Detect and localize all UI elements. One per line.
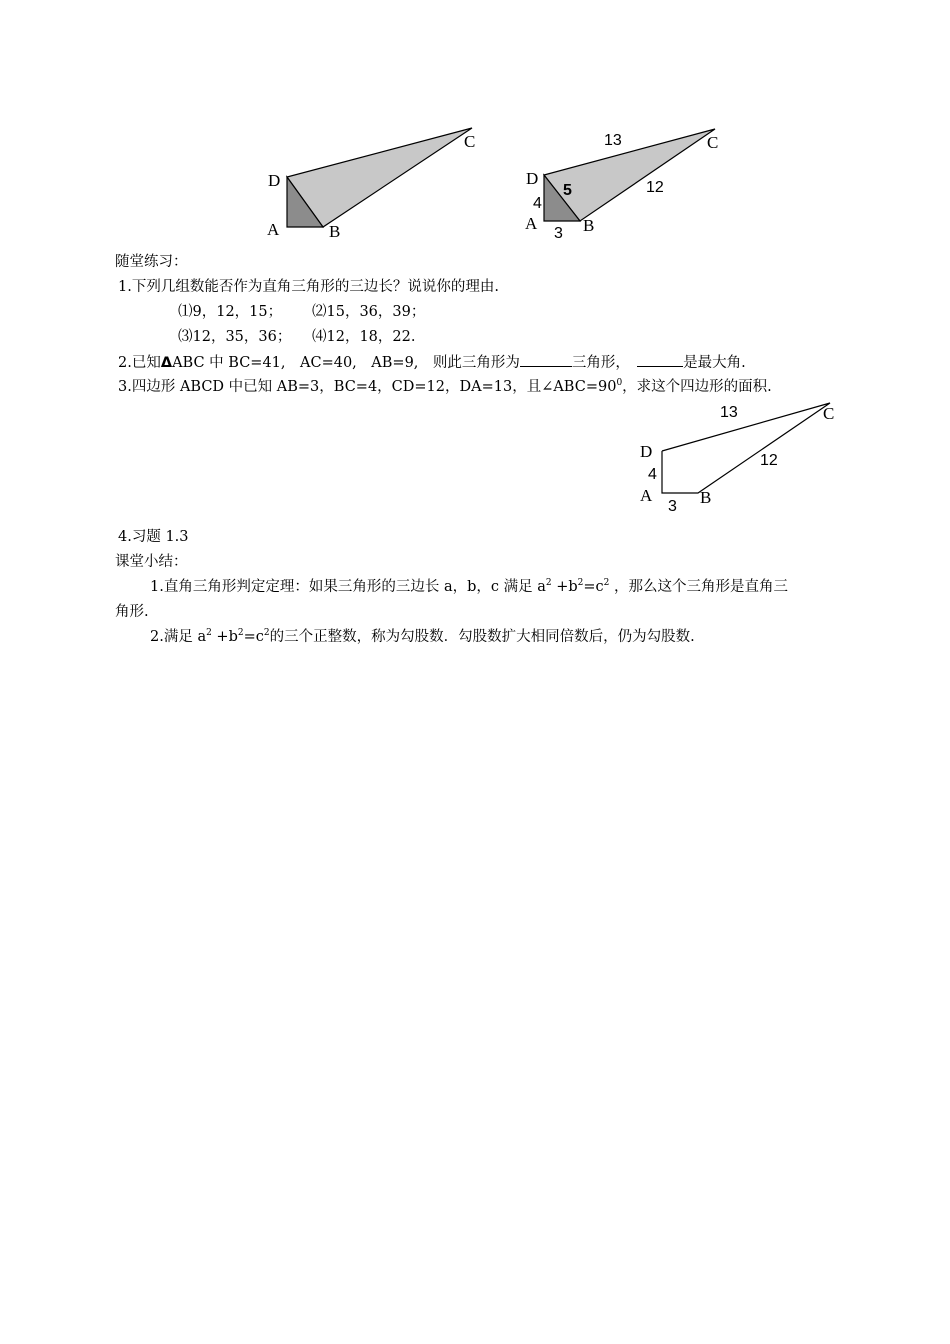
practice-heading: 随堂练习： <box>115 254 188 270</box>
triangle-symbol: Δ <box>160 355 173 371</box>
quadrilateral-outline <box>662 403 830 493</box>
length-bc: 12 <box>646 179 664 196</box>
summary-2-b: +b <box>211 629 238 645</box>
length-bc: 12 <box>760 452 778 469</box>
question-2-after-blank-1: 三角形， <box>571 355 623 371</box>
question-1-option-1: ⑴9，12，15； <box>178 304 283 320</box>
summary-2-prefix: 2.满足 a <box>150 629 207 645</box>
question-2 <box>118 352 746 373</box>
label-d: D <box>268 171 281 190</box>
question-2-prefix: 2.已知 <box>118 355 161 371</box>
summary-2-c: =c <box>243 629 264 645</box>
length-ab: 3 <box>668 498 677 515</box>
sup-a2: 2 <box>545 578 552 588</box>
question-3-suffix: ，求这个四边形的面积. <box>622 379 772 395</box>
question-1: 1.下列几组数能否作为直角三角形的三边长？说说你的理由. <box>118 279 499 295</box>
figure-2-triangles-with-lengths <box>520 120 750 245</box>
sup-c2: 2 <box>263 628 270 638</box>
length-ad: 4 <box>648 466 657 483</box>
summary-item-1-continued: 角形. <box>115 604 149 620</box>
summary-1-suffix: ，那么这个三角形是直角三 <box>609 579 788 595</box>
label-d: D <box>640 442 653 461</box>
summary-item-2 <box>150 627 695 647</box>
question-3-prefix: 3.四边形 ABCD 中已知 AB=3，BC=4，CD=12，DA=13，且∠ABC=90 <box>118 379 617 395</box>
label-b: B <box>583 216 595 235</box>
length-db: 5 <box>563 182 572 199</box>
question-3 <box>118 377 772 397</box>
sup-a2: 2 <box>206 628 212 638</box>
length-dc: 13 <box>604 132 622 149</box>
length-ab: 3 <box>554 225 563 242</box>
label-b: B <box>329 222 341 241</box>
figure-1-triangles <box>262 120 492 245</box>
degree-sup: 0 <box>616 378 623 388</box>
label-c: C <box>823 404 835 423</box>
summary-item-1 <box>150 577 788 597</box>
summary-2-suffix: 的三个正整数，称为勾股数．勾股数扩大相同倍数后，仍为勾股数. <box>269 629 695 645</box>
sup-c2: 2 <box>603 578 610 588</box>
question-2-body: ABC 中 BC=41, AC=40, AB=9, 则此三角形为 <box>172 355 520 371</box>
question-2-after-blank-2: 是最大角. <box>683 355 746 371</box>
summary-heading: 课堂小结： <box>115 554 188 570</box>
question-4: 4.习题 1.3 <box>118 529 189 545</box>
label-c: C <box>707 133 719 152</box>
question-1-option-4: ⑷12，18，22. <box>312 329 416 345</box>
question-1-option-2: ⑵15，36，39； <box>312 304 426 320</box>
sup-b2: 2 <box>577 578 584 588</box>
triangle-dbc <box>287 128 472 227</box>
length-ad: 4 <box>533 195 542 212</box>
answer-blank-2[interactable] <box>637 352 683 367</box>
summary-1-b: +b <box>551 579 578 595</box>
question-1-option-3: ⑶12，35，36； <box>178 329 292 345</box>
label-b: B <box>700 488 712 507</box>
answer-blank-1[interactable] <box>520 352 572 367</box>
label-c: C <box>464 132 476 151</box>
sup-b2: 2 <box>237 628 244 638</box>
length-dc: 13 <box>720 404 738 421</box>
summary-1-c: =c <box>583 579 604 595</box>
label-a: A <box>640 486 653 505</box>
label-a: A <box>267 220 280 239</box>
figure-3-quadrilateral <box>630 395 850 520</box>
summary-1-prefix: 1.直角三角形判定定理：如果三角形的三边长 a，b，c 满足 a <box>150 579 546 595</box>
label-d: D <box>526 169 539 188</box>
label-a: A <box>525 214 538 233</box>
